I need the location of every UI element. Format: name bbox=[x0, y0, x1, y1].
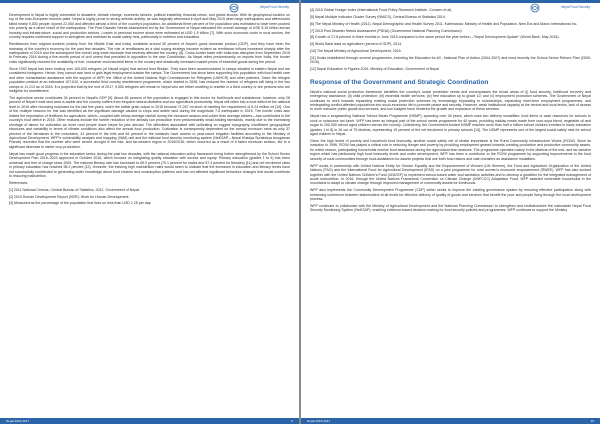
reference-item: [11] Goals established through several programmes, including the Education for All - National Plan of Action (2004-2007) and most recently the School Sector Reform Plan (2009-2016). bbox=[310, 55, 591, 65]
paragraph: WFP works in partnership with United Nations Entity for Gender Equality and the Empowerment of Women (UN Women), the Food and Agriculture Organization of the United Nations (FAO) and the International Fund for Agricultural Development (IFAD) on a joint programme for rural women's economic empowerment (RWEE). WFP has also worked together with the United Nations Children's Fund (UNICEF) to implement school-based water and sanitation activities and to develop a guideline for the integrated management of acute malnutrition. In 2016, through the United Nations Framework Convention on Climate Change (UNFCCC) Adaptation Fund, WFP assisted vulnerable households in the mountains to adapt to climate change through improved management of community assets for livelihoods. bbox=[310, 163, 591, 186]
page-footer bbox=[0, 418, 299, 424]
right-page-body bbox=[310, 8, 591, 415]
page-number: 9 bbox=[291, 419, 293, 423]
reference-item: [3] Measured as the percentage of the population that lives on less than USD 1.25 per day. bbox=[9, 201, 152, 206]
paragraph: Nepal has a longstanding National School Meals Programme (NSMP), spanning over 40 years, which uses two delivery modalities: food items or cash resources for schools to cook or outsource hot lunch. WFP has been an integral part of the school meals programme for 40 years, providing midday meals made from corn-soya blend, vegetable oil and sugar to 200,000 school aged children across the country. Collectively, the Government-funded NSMP reaches more than half a million school children enrolled in basic education (grades 1 to 8) in 26 out of 75 districts, representing 15 percent of the net enrolment in primary schools [13]. The NSMP represents one of the largest social safety nets for school aged children in Nepal. bbox=[310, 114, 591, 137]
top-accent-bar bbox=[301, 0, 600, 3]
reference-item: [5] Nepal Multiple Indicator Cluster Survey (NMICS), Central Bureau of Statistics 2014. bbox=[310, 14, 446, 19]
paragraph: Remittances from migrant workers (mainly from the Middle East and India) constitute around 30 percent of Nepal's gross domestic product (GDP), and they have been the mainstay of the country's economy for the past few decades. The role of remittances as a vital coping strategy became evident as remittance inflows increased sharply after the earthquakes of 2015 and the subsequent five-month long trade blockade that severely affected the country. [8]. Cross-border trade with India was disrupted from September 2015 to February 2016 during a five-month period of civil unrest that prevailed in opposition to the new Constitution. As Nepal relies predominantly on imports from India, the border crisis significantly reduced the availability of fuel, consumer and industrial items in the country and drastically increased market prices of essential goods during the period. bbox=[9, 42, 290, 64]
top-accent-bar bbox=[0, 0, 299, 3]
reference-item: [10] The Nepal Ministry of Agricultural Development, 2016. bbox=[310, 49, 402, 54]
paragraph: Development in Nepal is highly vulnerable to disasters, climate change, economic failures, political instability, financial crises, and global shocks. With its geophysical location on top of the Indo-European tectonic plate, Nepal is highly prone to strong seismic activity, as was tragically witnessed in April and May 2015 when large earthquakes and aftershocks killed nearly 9,000 people, injured 22,000 and affected almost a third of the country's population. An additional three percent of the population was estimated to have been pushed into poverty as a direct result of the earthquakes. The Post Disaster Needs Assessment led by the Government of Nepal estimated the overall damage of USD 5.15 billion across housing and infrastructure, social and production sectors. Losses in personal income alone were estimated at USD 1.9 billion [7]. With such economic costs in rural sectors, the country requires continued support to strengthen and maintain its social safety nets, particularly in nutrition and education. bbox=[9, 13, 290, 40]
wfp-logo-icon bbox=[229, 3, 239, 13]
running-header: Nepal Food Security bbox=[260, 5, 289, 9]
section-title: Response of the Government and Strategic Coordination bbox=[310, 78, 489, 86]
running-header: Nepal Food Security bbox=[561, 5, 590, 9]
reference-item: [12] Nepal Education in Figures 2015, Ministry of Education, Government of Nepal. bbox=[310, 67, 440, 72]
reference-item: [2] 2015 Human Development Report (HDR): Work for Human Development. bbox=[9, 194, 130, 199]
right-page bbox=[301, 0, 600, 424]
page-footer bbox=[301, 418, 600, 424]
reference-item: [7] 2015 Post Disaster Needs Assessment (PDNA) (Government National Planning Commission). bbox=[310, 28, 463, 33]
paragraph: WFP continues to collaborate with the Ministry of Agricultural Development and the National Planning Commission to strengthen and institutionalize the nationwide Nepal Food Security Monitoring System (NeKSAP), enabling evidence-based decision-making for food security policies and programmes. WFP continues to support the Ministry bbox=[310, 204, 591, 213]
paragraph: WFP also implements the Community Development Programme (CDP) which seeks to improve the existing governance system by ensuring effective participation along with enhancing coherence between stakeholders at all levels for effective delivery of quality of goods and services that benefit the poor and people living through the local development process. bbox=[310, 188, 591, 202]
paragraph: Nepal has made good progress in the education sector during the past two decades, with the national education policy framework being further strengthened by the School Sector Development Plan 2016–2023 approved in October 2016, which focuses on integrating quality education with access and equity. Primary education (grades 1 to 5) has been universal and free of charge since 2005. The national literacy rate has increased to 65.9 percent (75.1 percent for males and 57.4 percent for females) [11] and net enrolment rates in primary education has reached 96.2 percent [12]. However, the existing high malnutrition rates would seem to indicate that the increases in education and literacy levels have not successfully contributed to generating wider knowledge about food choices and consumption patterns and has not affected significant behaviour changes that would contribute to reducing malnutrition. bbox=[9, 151, 290, 178]
references-heading: References: bbox=[9, 180, 29, 185]
paragraph: Nepal's national social protection framework identifies the country's social protection needs and encompasses the broad areas of (i) food security, livelihood recovery and emergency assistance; (ii) child protection; (iii) essential health services; (iv) free education up to grade 10; and (v) employment promotion schemes. The Government of Nepal continues to work towards expanding existing social protection schemes by increasingly expanding to scholarships, expanding short-term employment programmes, and reintegrating conflict-affected populations into socio-economic life to promote peace and security. However, weak institutional capacity at the central and local levels, lack of access to more inclusive public goods and services, and low budgets have hindered the growth and expansion of these services. bbox=[310, 89, 591, 112]
left-page-body bbox=[9, 13, 290, 415]
left-page bbox=[0, 0, 299, 424]
reference-item: [9] World Bank data on agriculture (percent of GDP), 2014. bbox=[310, 42, 403, 47]
paragraph: The agriculture sector contributes 34 percent to Nepal's GDP [9]. About 66 percent of the population is engaged in this sector for livelihoods and subsistence; however, only 28 percent of Nepal's total land area is arable and the country suffers from frequent natural disasters and low agricultural productivity. Nepal still relies into a food deficit at the national level in 2016 after recording surpluses for the last five years, when the edible grain output in 2015 became 71,267 mt short of meeting the requirement of 6.24 million mt [10]. One of the multiple reasons for this was identified as the significant damage caused to crops and arable land during the magnitude 7.8 earthquake in 2015. The border crisis also limited the importation of fertilizers for agriculture, which—coupled with below-average rainfall during the monsoon season and colder than average winters—has contributed to the country's food deficit in 2016. Other reasons include the further reduction of the already low production from predominantly small-holding farmlands, mainly due to the increasing shortage of labour for cultivation as more rural people leave Nepal for jobs abroad. The difficulties associated with cultivating on rugged topography, insufficient geographical structures and variability in terms of climate conditions also affect the annual food production. Cultivation is consequently dependent on the annual monsoon rains as only 37 percent of the farmlands in the mountains, 41 percent in the hills and 64 percent in the lowlands have access to year-round irrigation facilities according to the Ministry of Agricultural Development. WFP's vulnerability analysis and mapping (VAM) unit and the national food security monitoring system (NeKSAP—Nepal Khadya Surakshya Anugaman Pranali) recorded that the number who were severe drought in the mid- and far-western region in 2015/2016, which occurred as a result of a failed monsoon season, led to a significant decrease in winter crop production. bbox=[9, 95, 290, 149]
paragraph: Since 1992 Nepal has been hosting over 100,000 refugees (of Nepali origin) that arrived from Bhutan. They have been accommodated in camps situated in eastern Nepal and are considered foreigners. Hence, they cannot own land or gain legal employment outside the camps. The Government has since been supporting this population with food health care and other humanitarian assistance with the support of WFP, the Office of the United Nations High Commissioner for Refugees (UNHCR) and other partners. Since the refugee population peaked at an estimated 107,810, a successful third country resettlement programme, which started in 2008, has reduced the number of refugees still living in the two camps to 11,213 as of 2016. It is projected that by the end of 2017, 9,500 refugees will remain in Nepal who are either unwilling to resettle in a third country or are persons who are ineligible for resettlement. bbox=[9, 66, 290, 94]
reference-item: [1] 2011 National Census, Central Bureau of Statistics, 2012, Government of Nepal. bbox=[9, 187, 141, 192]
reference-item: [8] Growth of 27.6 percent in three months in June 2015 compared to the same period the year before—"Nepal Development Update" (World Bank, May 2016). bbox=[310, 35, 560, 40]
page-number: 10 bbox=[590, 419, 594, 423]
paragraph: Given the high levels of poverty and household food insecurity, another social safety net of similar importance is the Rural Community Infrastructure Works (RCIW). Since its inception in 1996, RCIW has played a critical role in reducing hunger and poverty by providing employment geared towards creating productive and productive community assets, for which reason, participating households receive food assistance during the agricultural lean seasons. The programme operates mainly in the districts of the mid- and far-western region which has particularly high food insecurity levels and under development. WFP has been a contributor to the RCIW programme by supporting improvements in the food security of rural communities through food-assistance-for-assets projects that use both food rations and cash transfers as assistance modalities. bbox=[310, 138, 591, 161]
reference-item: [4] 2015 Global Hunger Index (International Food Policy Research Institute, Concern et al). bbox=[310, 8, 453, 12]
reference-item: [6] The Nepal Ministry of Health (2011). Nepal Demographic and Health Survey 2011. Kathmandu: Ministry of Health and Population, New Era and Macro International Inc. bbox=[310, 21, 578, 26]
footer-title: Nepal 2016-2017 bbox=[6, 419, 30, 423]
footer-title: Nepal 2016-2017 bbox=[307, 419, 331, 423]
